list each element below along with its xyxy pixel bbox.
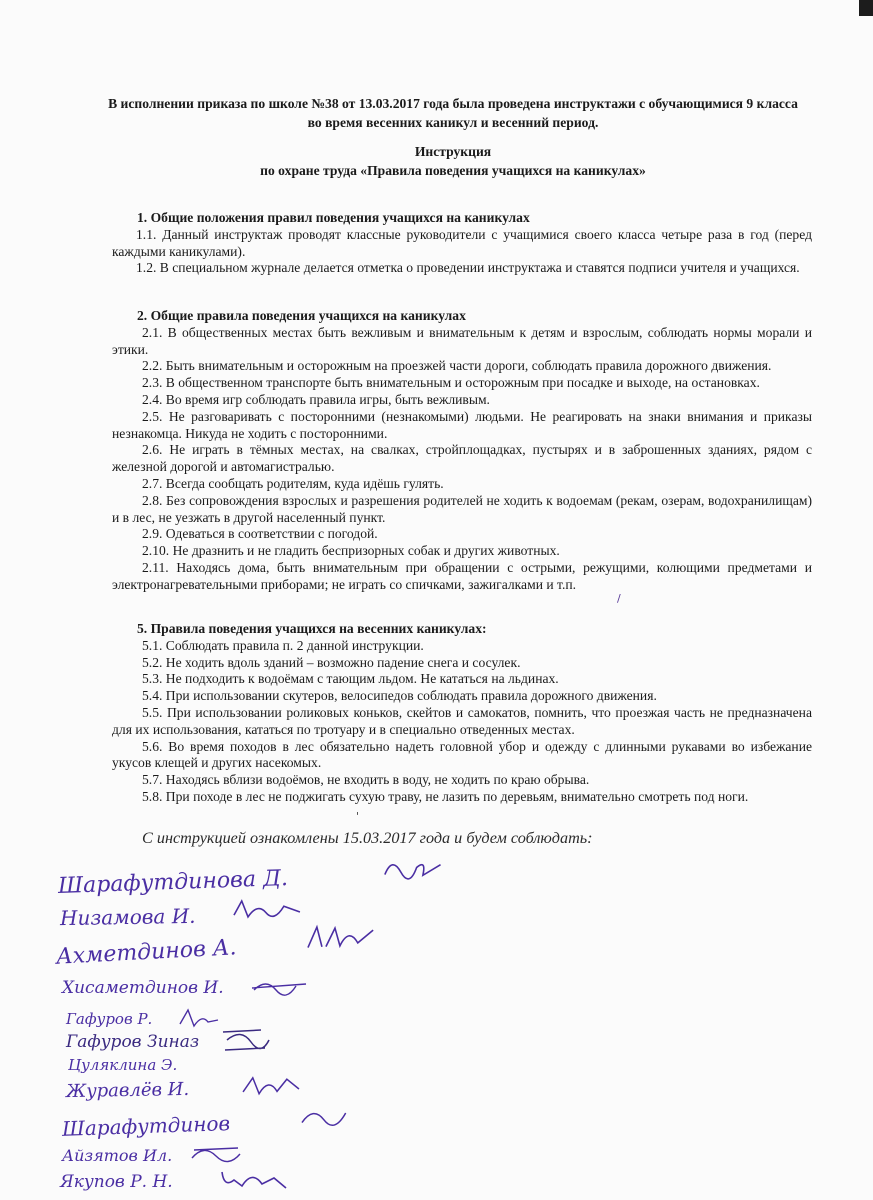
signature-scribble: [178, 1008, 218, 1030]
signature-name: Журавлёв И.: [65, 1078, 190, 1103]
order-statement: В исполнении приказа по школе №38 от 13.03.2017 года была проведена инструктажи с обучающимися 9 класса во время весенних каникул и весенний период.: [108, 96, 798, 130]
list-item: 2.1. В общественных местах быть вежливым и внимательным к детям и взрослым, соблюдать нормы морали и этики.: [112, 324, 812, 357]
section-title: 1. Общие положения правил поведения учащихся на каникулах: [137, 210, 530, 225]
doc-subtitle: по охране труда «Правила поведения учащихся на каникулах»: [260, 163, 646, 178]
section-title: 5. Правила поведения учащихся на весенних каникулах:: [137, 621, 487, 636]
signature-entry: [66, 1032, 199, 1052]
signature-scribble: [241, 1073, 301, 1100]
pen-tick-mark: /: [617, 592, 621, 605]
signature-entry: [62, 1146, 172, 1165]
list-item: 2.9. Одеваться в соответствии с погодой.: [142, 526, 378, 542]
signature-block: [40, 850, 440, 1200]
list-item: 2.11. Находясь дома, быть внимательным при обращении с острыми, режущими, колющими предметами и электронагревательными приборами; не играть со спичками, зажигалками и т.п.: [112, 559, 812, 592]
list-item: 5.7. Находясь вблизи водоёмов, не входить в воду, не ходить по краю обрыва.: [142, 772, 590, 788]
signature-entry: [55, 935, 237, 969]
section-5: [112, 621, 812, 806]
scan-edge-mark: [859, 0, 873, 16]
signature-scribble: [252, 976, 307, 998]
list-item: 5.2. Не ходить вдоль зданий – возможно падение снега и сосулек.: [142, 654, 521, 670]
list-item: 5.4. При использовании скутеров, велосипедов соблюдать правила дорожного движения.: [142, 688, 657, 704]
signature-name: Якупов Р. Н.: [60, 1172, 173, 1192]
section-2: [112, 308, 812, 594]
list-item: 5.5. При использовании роликовых коньков, скейтов и самокатов, помнить, что проезжая часть не предназначена для их использования, кататься по тротуару и в специально отведенных местах.: [112, 704, 812, 737]
list-item: 5.6. Во время походов в лес обязательно надеть головной убор и одежду с длинными рукавами во избежание укусов клещей и других насекомых.: [112, 738, 812, 771]
signature-scribble: [220, 1166, 290, 1194]
signature-entry: [62, 1111, 231, 1141]
list-item: 1.2. В специальном журнале делается отметка о проведении инструктажа и ставятся подписи учителя и учащихся.: [136, 260, 800, 276]
signature-entry: [66, 1079, 189, 1102]
signature-name: Хисаметдинов И.: [62, 978, 224, 998]
list-item: 2.2. Быть внимательным и осторожным на проезжей части дороги, соблюдать правила дорожного движения.: [142, 358, 772, 374]
list-item: 2.6. Не играть в тёмных местах, на свалках, стройплощадках, пустырях и в заброшенных зданиях, рядом с железной дорогой и автомагистралью.: [112, 442, 812, 475]
doc-title: Инструкция: [414, 144, 492, 159]
list-item: 5.8. При походе в лес не поджигать сухую траву, не лазить по деревьям, внимательно смотреть под ноги.: [142, 788, 749, 804]
signature-entry: [62, 978, 224, 998]
list-item: 2.5. Не разговаривать с посторонними (незнакомыми) людьми. Не реагировать на знаки внимания и приказы незнакомца. Никуда не ходить с посторонними.: [112, 408, 812, 441]
list-item: 5.1. Соблюдать правила п. 2 данной инструкции.: [142, 637, 424, 653]
section-1: [112, 210, 812, 277]
signature-scribble: [382, 853, 443, 885]
signature-scribble: [190, 1142, 242, 1166]
signature-scribble: [232, 896, 302, 925]
signature-name: Цуляклина Э.: [68, 1056, 178, 1074]
list-item: 2.7. Всегда сообщать родителям, куда идёшь гулять.: [142, 475, 444, 491]
signature-name: Низамова И.: [59, 903, 196, 931]
acknowledgment-line: С инструкцией ознакомлены 15.03.2017 года и будем соблюдать:: [142, 829, 593, 847]
signature-entry: [58, 866, 289, 899]
signature-name: Шарафутдинов: [61, 1111, 231, 1141]
list-item: 5.3. Не подходить к водоёмам с тающим льдом. Не кататься на льдинах.: [142, 671, 559, 687]
instruction-heading: [108, 142, 798, 180]
signature-name: Айзятов Ил.: [62, 1146, 173, 1165]
signature-entry: [60, 1172, 173, 1192]
signature-entry: [66, 1010, 152, 1028]
signature-scribble: [221, 1026, 271, 1056]
section-title: 2. Общие правила поведения учащихся на каникулах: [137, 308, 466, 323]
signature-name: Гафуров Р.: [66, 1010, 153, 1028]
signature-entry: [68, 1056, 177, 1074]
list-item: 2.3. В общественном транспорте быть внимательным и осторожным при посадке и выходе, на остановках.: [142, 375, 760, 391]
list-item: 2.4. Во время игр соблюдать правила игры, быть вежливым.: [142, 391, 490, 407]
signature-name: Гафуров Зиназ: [66, 1032, 200, 1052]
signature-scribble: [305, 922, 376, 956]
list-item: 1.1. Данный инструктаж проводят классные руководители с учащимися своего класса четыре раза в год (перед каждыми каникулами).: [112, 226, 812, 259]
list-item: 2.10. Не дразнить и не гладить беспризорных собак и других животных.: [142, 543, 560, 559]
list-item: 2.8. Без сопровождения взрослых и разрешения родителей не ходить к водоемам (рекам, озерам, водохранилищам) и в лес, не уезжать в другой населенный пункт.: [112, 492, 812, 525]
signature-name: Шарафутдинова Д.: [57, 865, 289, 900]
signature-scribble: [299, 1103, 350, 1131]
signature-name: Ахметдинов А.: [55, 935, 238, 970]
signature-entry: [60, 904, 196, 930]
pen-dot-mark: ': [356, 810, 360, 823]
